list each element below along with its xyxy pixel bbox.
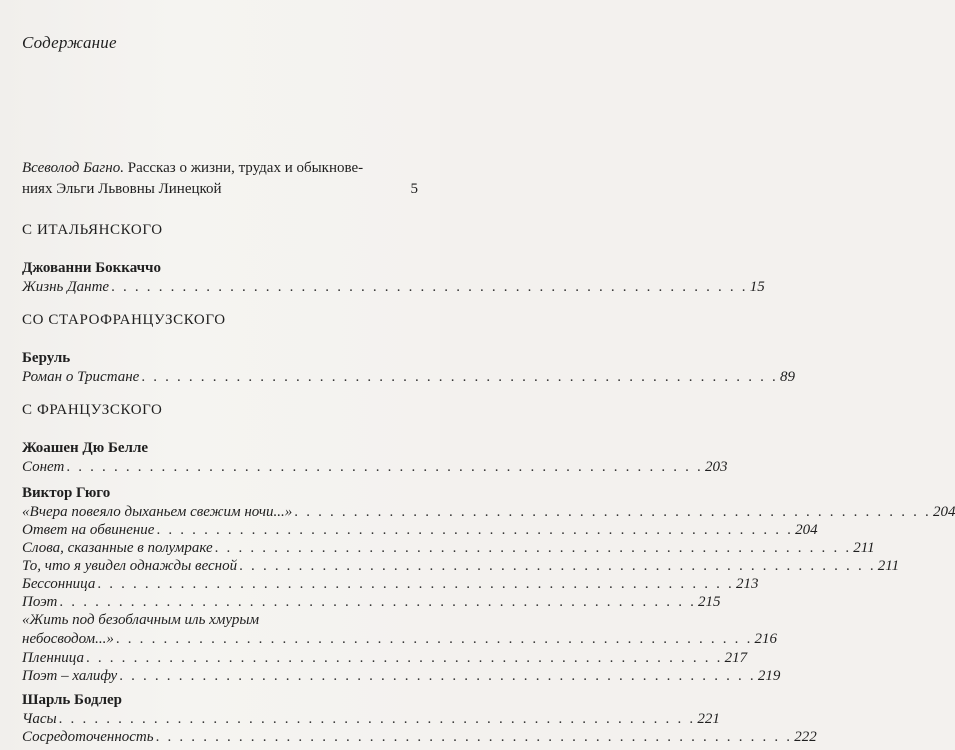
- intro-line-2: [22, 179, 418, 200]
- dot-leader: . . . . . . . . . . . . . . . . . . . . . . . . . . . . . . . . . . . . . . . . . . . . . . . . . . . . . .: [59, 594, 697, 610]
- dot-leader: . . . . . . . . . . . . . . . . . . . . . . . . . . . . . . . . . . . . . . . . . . . . . . . . . . . . . .: [214, 540, 852, 556]
- toc-entry-title: То, что я увидел однажды весной: [22, 558, 238, 574]
- toc-entry: [22, 557, 900, 576]
- dot-leader: . . . . . . . . . . . . . . . . . . . . . . . . . . . . . . . . . . . . . . . . . . . . . . . . . . . . . .: [294, 504, 931, 520]
- dot-leader: . . . . . . . . . . . . . . . . . . . . . . . . . . . . . . . . . . . . . . . . . . . . . . . . . . . . . .: [141, 369, 778, 385]
- toc-entry: [22, 611, 778, 649]
- intro-page-number: 5: [410, 181, 418, 197]
- toc-entry-page: 215: [698, 594, 721, 610]
- intro-entry: [22, 158, 418, 200]
- author-boccaccio: Джованни Боккаччо: [22, 260, 162, 276]
- dot-leader: . . . . . . . . . . . . . . . . . . . . . . . . . . . . . . . . . . . . . . . . . . . . . . . . . . . . . .: [115, 631, 753, 647]
- author-hugo: Виктор Гюго: [22, 485, 111, 501]
- toc-entry-page: 211: [853, 540, 875, 556]
- section-heading-old-french: СО СТАРОФРАНЦУЗСКОГО: [22, 312, 226, 328]
- dot-leader: . . . . . . . . . . . . . . . . . . . . . . . . . . . . . . . . . . . . . . . . . . . . . . . . . . . . . .: [66, 459, 703, 475]
- toc-entry: [22, 667, 781, 686]
- toc-entry: [22, 521, 818, 540]
- toc-entry-page: 89: [779, 369, 795, 385]
- toc-entry: [22, 649, 748, 668]
- author-beroul: Беруль: [22, 350, 71, 366]
- dot-leader: . . . . . . . . . . . . . . . . . . . . . . . . . . . . . . . . . . . . . . . . . . . . . . . . . . . . . .: [239, 558, 876, 574]
- toc-entry-page: 203: [705, 459, 728, 475]
- author-baudelaire: Шарль Бодлер: [22, 692, 123, 708]
- toc-entry-line-2: [22, 630, 778, 649]
- dot-leader: . . . . . . . . . . . . . . . . . . . . . . . . . . . . . . . . . . . . . . . . . . . . . . . . . . . . . .: [85, 650, 723, 666]
- author-du-bellay: Жоашен Дю Белле: [22, 440, 149, 456]
- toc-entry: [22, 503, 955, 522]
- toc-entry-page: 15: [749, 279, 765, 295]
- toc-entry-page: 216: [754, 631, 778, 647]
- toc-entry-title: Роман о Тристане: [22, 369, 140, 385]
- dot-leader: . . . . . . . . . . . . . . . . . . . . . . . . . . . . . . . . . . . . . . . . . . . . . . . . . . . . . .: [58, 711, 696, 727]
- toc-entry-title: Слова, сказанные в полумраке: [22, 540, 213, 556]
- dot-leader: . . . . . . . . . . . . . . . . . . . . . . . . . . . . . . . . . . . . . . . . . . . . . . . . . . . . . .: [156, 522, 794, 538]
- toc-entry-page: 213: [735, 576, 759, 592]
- toc-entry-page: 221: [697, 711, 720, 727]
- toc-entry-title: Ответ на обвинение: [22, 522, 155, 538]
- toc-entry: [22, 368, 795, 387]
- toc-entry-title: Поэт – халифу: [22, 668, 118, 684]
- toc-entry-page: 204: [795, 522, 818, 538]
- toc-entry-title: Сосредоточенность: [22, 729, 154, 745]
- toc-entry: [22, 278, 765, 297]
- dot-leader: . . . . . . . . . . . . . . . . . . . . . . . . . . . . . . . . . . . . . . . . . . . . . . . . . . . . . .: [97, 576, 734, 592]
- section-heading-italian: С ИТАЛЬЯНСКОГО: [22, 222, 163, 238]
- dot-leader: . . . . . . . . . . . . . . . . . . . . . . . . . . . . . . . . . . . . . . . . . . . . . . . . . . . . . .: [119, 668, 756, 684]
- toc-entry: [22, 728, 817, 747]
- toc-entry-title: Жизнь Данте: [22, 279, 110, 295]
- toc-entry: [22, 575, 759, 594]
- toc-entry-page: 211: [877, 558, 900, 574]
- toc-entry-title-line-1: «Жить под безоблачным иль хмурым: [22, 612, 260, 628]
- toc-entry: [22, 458, 728, 477]
- toc-entry-title: Пленница: [22, 650, 84, 666]
- toc-entry-title-line-2: небосводом...»: [22, 631, 114, 647]
- toc-entry-page: 222: [794, 729, 817, 745]
- toc-entry-title: Часы: [22, 711, 57, 727]
- toc-entry-title: Сонет: [22, 459, 65, 475]
- dot-leader: . . . . . . . . . . . . . . . . . . . . . . . . . . . . . . . . . . . . . . . . . . . . . . . . . . . . . .: [155, 729, 793, 745]
- toc-entry: [22, 710, 720, 729]
- page-title: Содержание: [22, 33, 117, 52]
- intro-author: Всеволод Багно.: [22, 160, 124, 176]
- toc-entry-title: «Вчера повеяло дыханьем свежим ночи...»: [22, 504, 293, 520]
- toc-entry: [22, 593, 721, 612]
- toc-entry: [22, 539, 875, 558]
- toc-entry-page: 217: [724, 650, 748, 666]
- toc-entry-page: 219: [757, 668, 781, 684]
- toc-entry-page: 204: [932, 504, 955, 520]
- toc-entry-title: Бессонница: [22, 576, 96, 592]
- intro-title-part-2: ниях Эльги Львовны Линецкой: [22, 181, 222, 197]
- intro-title-part-1: Рассказ о жизни, трудах и обыкнове-: [123, 160, 364, 176]
- section-heading-french: С ФРАНЦУЗСКОГО: [22, 402, 163, 418]
- dot-leader: . . . . . . . . . . . . . . . . . . . . . . . . . . . . . . . . . . . . . . . . . . . . . . . . . . . . . .: [111, 279, 748, 295]
- intro-line-1: [22, 158, 418, 179]
- toc-entry-title: Поэт: [22, 594, 58, 610]
